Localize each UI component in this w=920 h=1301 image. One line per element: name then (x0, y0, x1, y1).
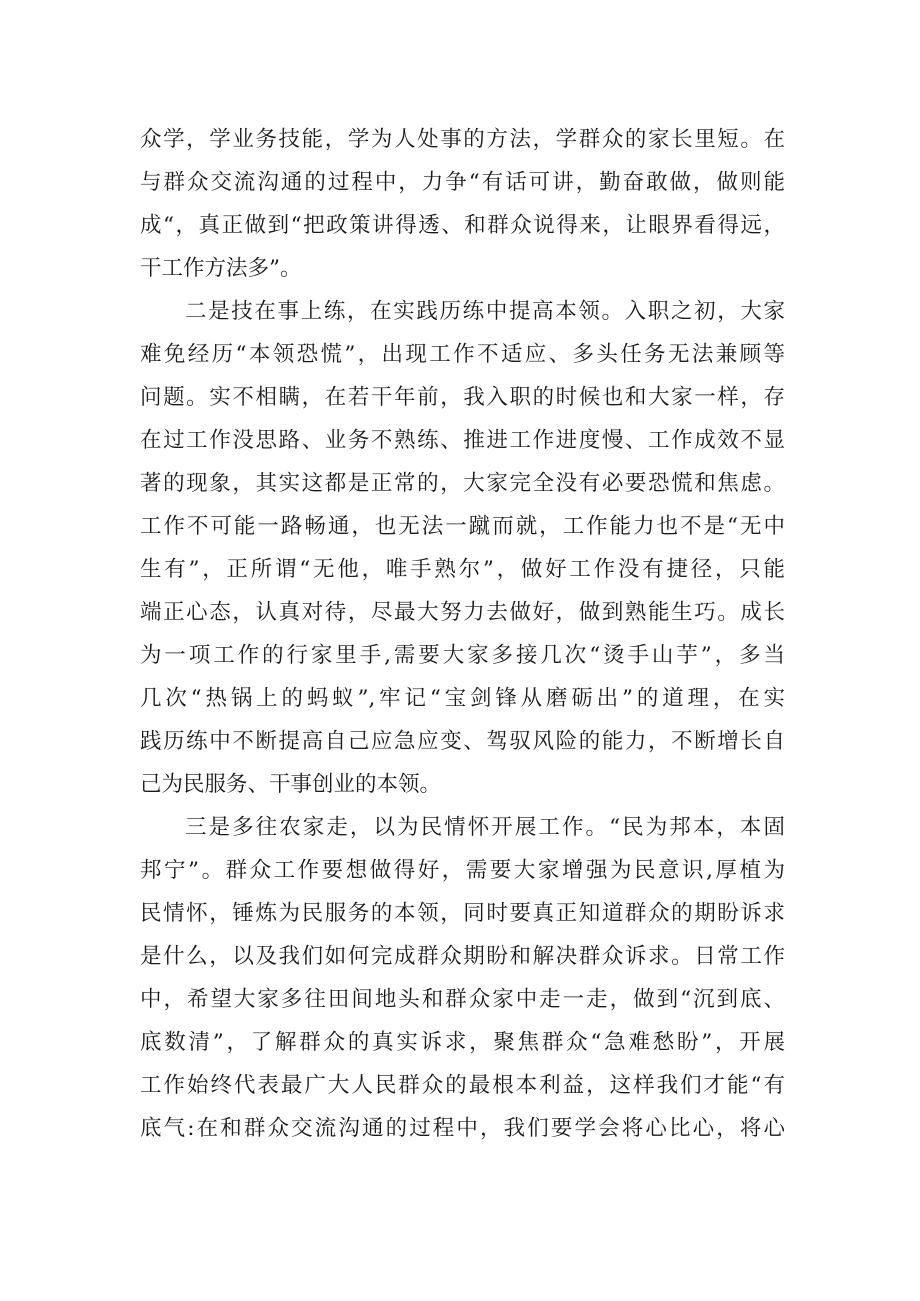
text-line: 工作不可能一路畅通，也无法一蹴而就，工作能力也不是“无中 (140, 514, 785, 539)
text-line: 二是技在事上练，在实践历练中提高本领。入职之初，大家 (185, 299, 785, 324)
text-line: 己为民服务、干事创业的本领。 (140, 772, 442, 797)
text-line: 生有”，正所谓“无他，唯手熟尔”，做好工作没有捷径，只能 (140, 557, 785, 582)
text-line: 三是多往农家走，以为民情怀开展工作。“民为邦本，本固 (185, 815, 785, 840)
text-line: 是什么，以及我们如何完成群众期盼和解决群众诉求。日常工作 (140, 944, 785, 969)
document-body (140, 118, 785, 1150)
text-line: 底数清”，了解群众的真实诉求，聚焦群众“急难愁盼”，开展 (140, 1030, 785, 1055)
text-line: 众学，学业务技能，学为人处事的方法，学群众的家长里短。在 (140, 127, 785, 152)
text-line: 成“，真正做到“把政策讲得透、和群众说得来，让眼界看得远， (140, 213, 785, 238)
text-line: 几次“热锅上的蚂蚁”,牢记“宝剑锋从磨砺出”的道理，在实 (140, 686, 785, 711)
text-line: 中，希望大家多往田间地头和群众家中走一走，做到“沉到底、 (140, 987, 785, 1012)
text-line: 工作始终代表最广大人民群众的最根本利益，这样我们才能“有 (140, 1073, 785, 1098)
text-line: 著的现象，其实这都是正常的，大家完全没有必要恐慌和焦虑。 (140, 471, 785, 496)
paragraph-3 (140, 806, 785, 1150)
text-line: 与群众交流沟通的过程中，力争“有话可讲，勤奋敢做，做则能 (140, 170, 785, 195)
text-line: 为一项工作的行家里手,需要大家多接几次“烫手山芋”，多当 (140, 643, 785, 668)
text-line: 底气:在和群众交流沟通的过程中，我们要学会将心比心，将心 (140, 1116, 785, 1141)
text-line: 邦宁”。群众工作要想做得好，需要大家增强为民意识,厚植为 (140, 858, 785, 883)
text-line: 在过工作没思路、业务不熟练、推进工作进度慢、工作成效不显 (140, 428, 785, 453)
text-line: 民情怀，锤炼为民服务的本领，同时要真正知道群众的期盼诉求 (140, 901, 785, 926)
text-line: 难免经历“本领恐慌”，出现工作不适应、多头任务无法兼顾等 (140, 342, 785, 367)
text-line: 干工作方法多”。 (140, 256, 302, 281)
text-line: 端正心态，认真对待，尽最大努力去做好，做到熟能生巧。成长 (140, 600, 785, 625)
text-line: 践历练中不断提高自己应急应变、驾驭风险的能力，不断增长自 (140, 729, 785, 754)
paragraph-1 (140, 118, 785, 290)
text-line: 问题。实不相瞒，在若干年前，我入职的时候也和大家一样，存 (140, 385, 785, 410)
paragraph-2 (140, 290, 785, 806)
